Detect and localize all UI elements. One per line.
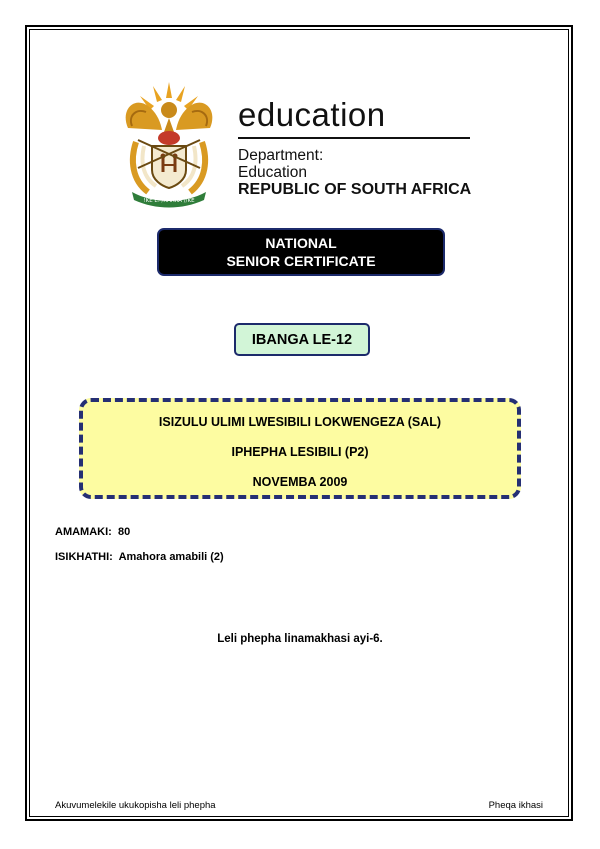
svg-text:!KE E: /XARRA //KE: !KE E: /XARRA //KE — [143, 198, 195, 204]
national-senior-certificate-banner — [157, 228, 445, 276]
wordmark-underline — [238, 137, 470, 139]
copyright-notice: Akuvumelekile ukukopisha leli phepha — [55, 800, 216, 811]
grade-label: IBANGA LE-12 — [234, 323, 370, 356]
marks-value: 80 — [117, 526, 131, 538]
department-name: Education — [238, 164, 307, 181]
department-label: Department: — [238, 147, 324, 164]
marks-row — [55, 526, 130, 538]
subject-title: ISIZULU ULIMI LWESIBILI LOKWENGEZA (SAL) — [158, 415, 442, 429]
time-value: Amahora amabili (2) — [118, 551, 224, 563]
marks-label: AMAMAKI: — [55, 526, 112, 538]
subject-panel — [79, 398, 521, 499]
country-name: REPUBLIC OF SOUTH AFRICA — [238, 181, 472, 198]
banner-line-1: NATIONAL — [265, 235, 337, 251]
paper-number: IPHEPHA LESIBILI (P2) — [231, 445, 369, 459]
exam-date: NOVEMBA 2009 — [252, 475, 348, 489]
education-wordmark: education — [238, 96, 386, 133]
banner-line-2: SENIOR CERTIFICATE — [226, 253, 376, 269]
coat-of-arms-icon — [118, 80, 220, 210]
time-label: ISIKHATHI: — [55, 551, 113, 563]
time-row — [55, 551, 224, 563]
page-count-note: Leli phepha linamakhasi ayi-6. — [217, 633, 383, 645]
turn-over-note: Pheqa ikhasi — [488, 800, 543, 811]
